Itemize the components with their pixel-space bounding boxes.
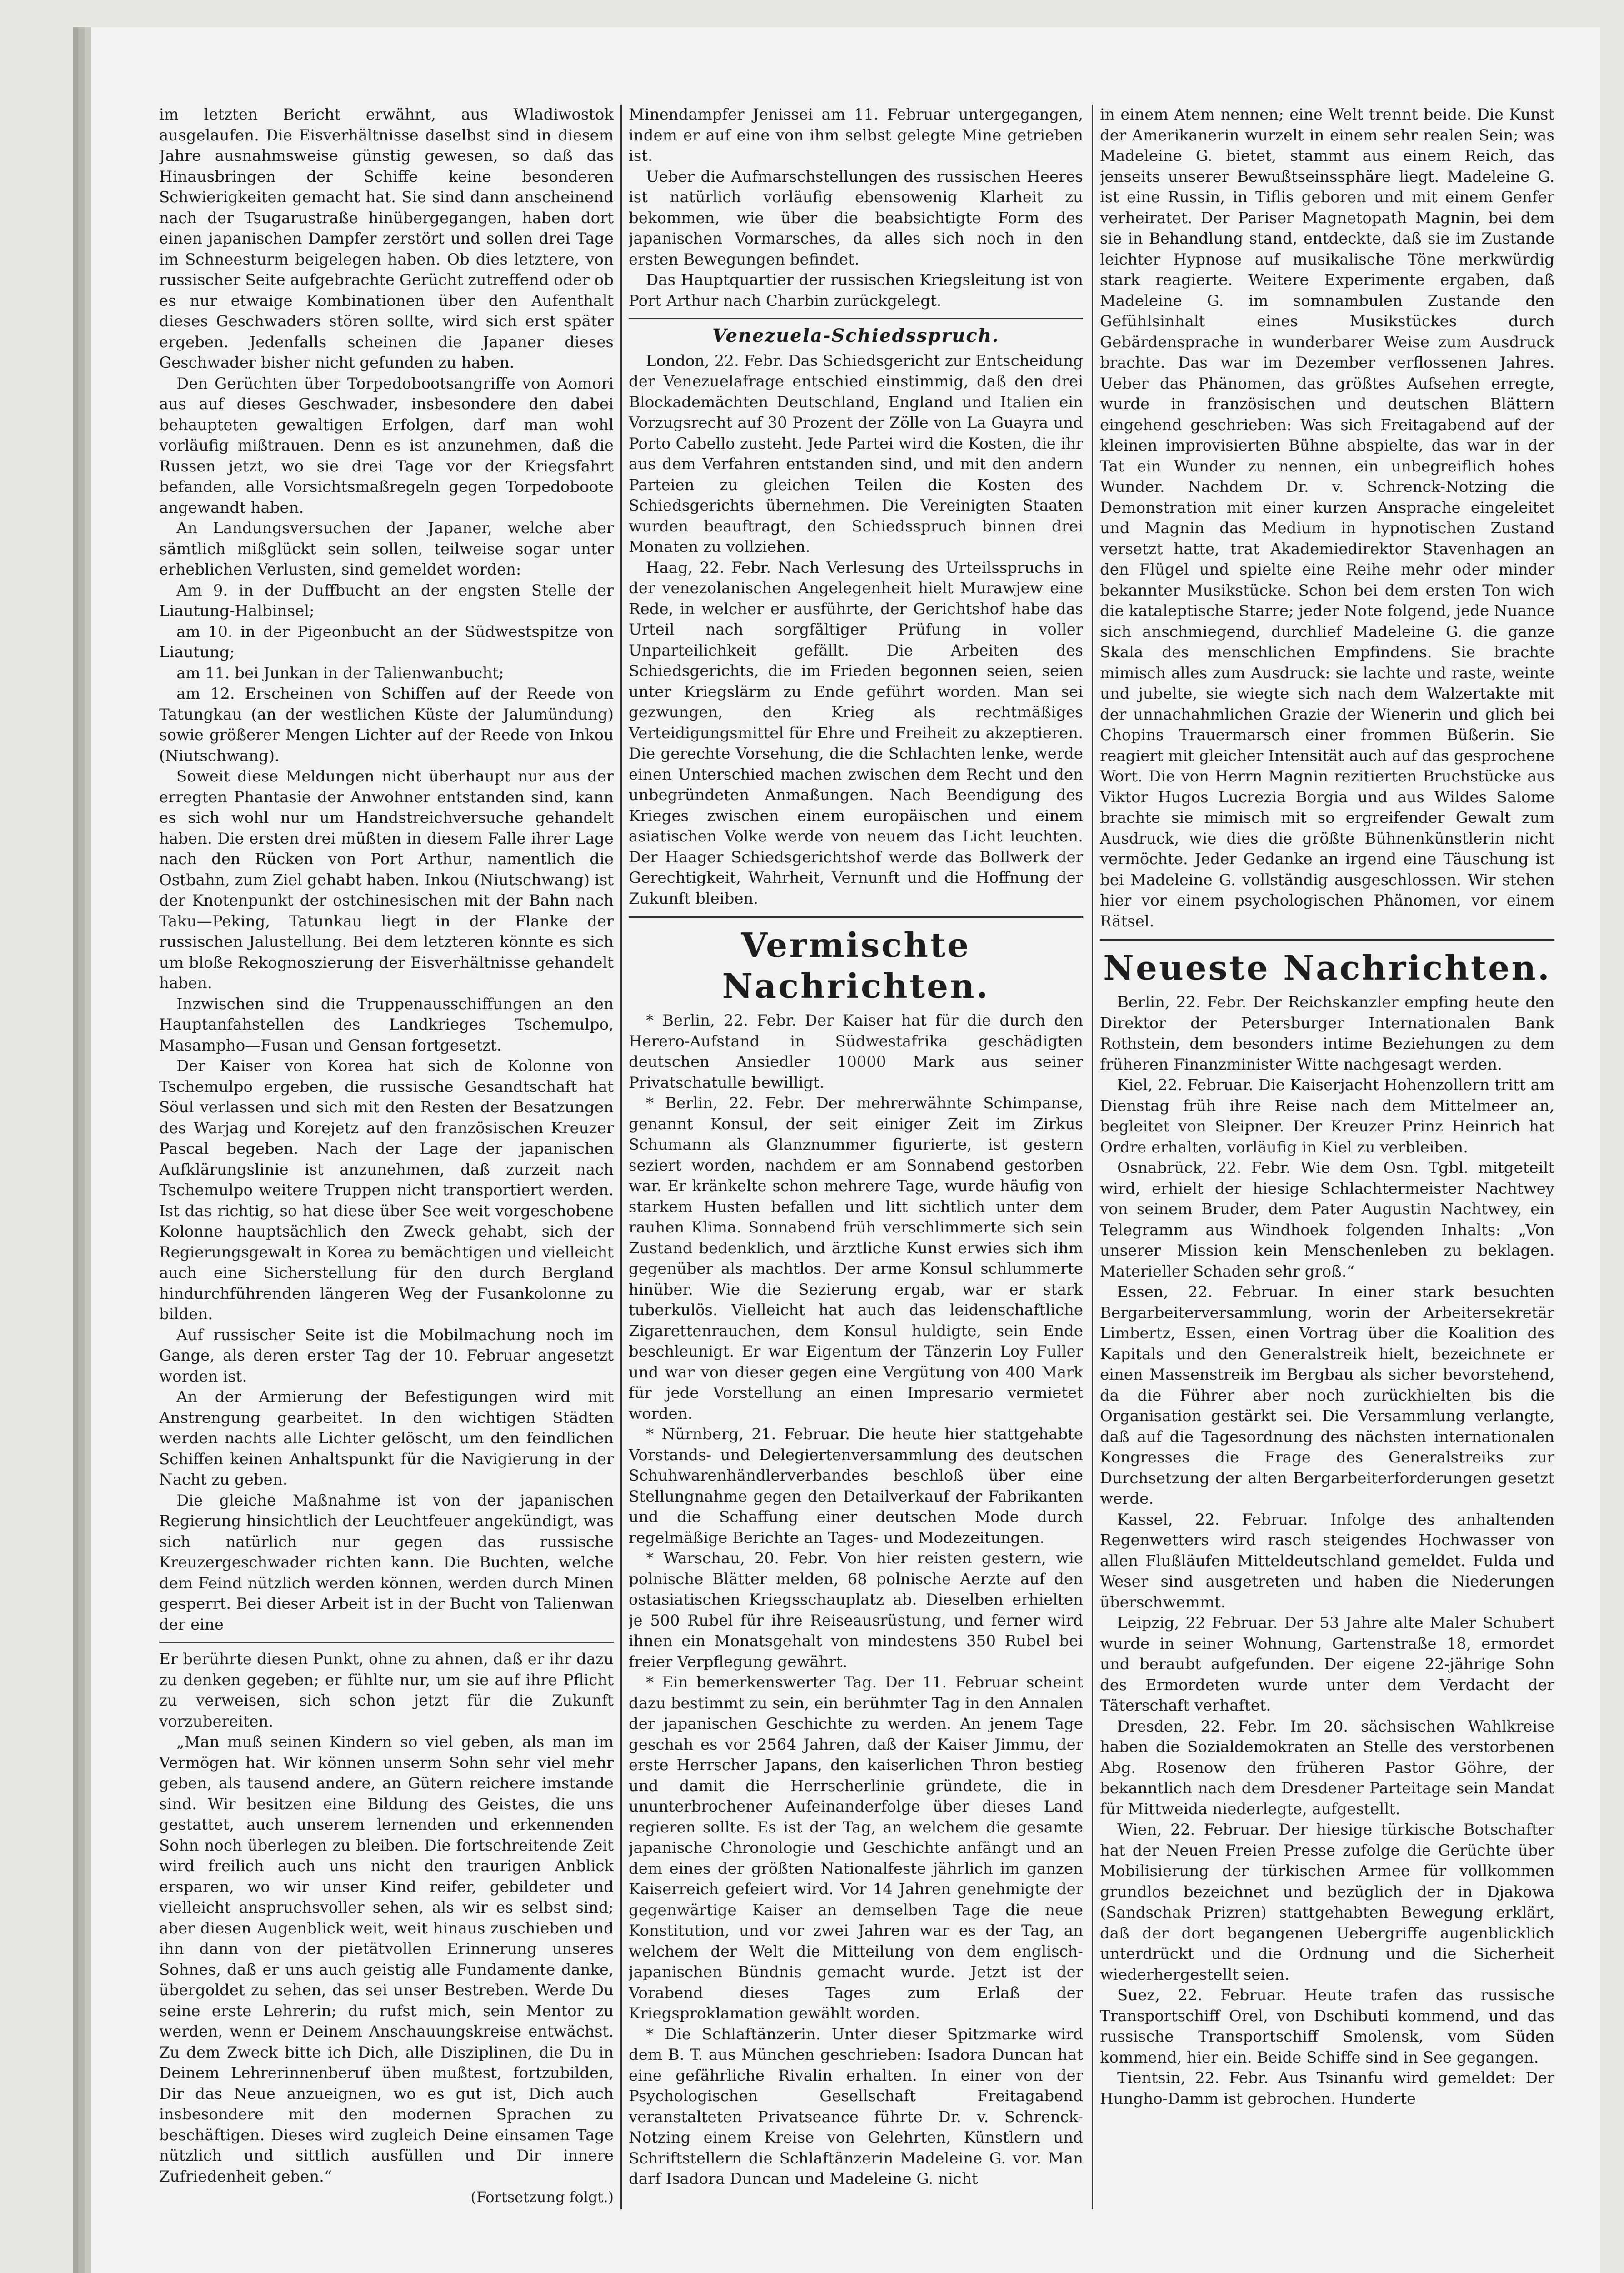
news-item: Kassel, 22. Februar. Infolge des anhaltenden Regenwetters wird rasch steigendes Hochwasser von allen Flußläufen Mitteldeutschland gemeldet. Fulda und Weser sind ausgetreten und haben die Niederungen überschwemmt. [1100, 1510, 1554, 1612]
news-item: * Warschau, 20. Febr. Von hier reisten gestern, wie polnische Blätter melden, 68 polnische Aerzte auf den ostasiatischen Kriegsschauplatz ab. Dieselben erhielten je 500 Rubel für ihre Reiseausrüstung, und ferner wird ihnen ein Monatsgehalt von mindestens 350 Rubel bei freier Verpflegung gewährt. [629, 1549, 1083, 1671]
paragraph: im letzten Bericht erwähnt, aus Wladiwostok ausgelaufen. Die Eisverhältnisse daselbst sind in diesem Jahre ausnahmsweise günstig gewesen, so daß das Hinausbringen der Schiffe keine besonderen Schwierigkeiten gemacht hat. Sie sind dann anscheinend nach der Tsugarustraße hinübergegangen, haben dort einen japanischen Dampfer zerstört und sollen drei Tage im Schneesturm beigelegen haben. Ob dies letztere, von russischer Seite aufgebrachte Gerücht zutreffend oder ob es nur etwaige Kombinationen über den Aufenthalt dieses Geschwaders stören sollte, wird sich erst später ergeben. Jedenfalls scheinen die Japaner dieses Geschwader bisher nicht gefunden zu haben. [159, 105, 614, 372]
divider [629, 318, 1083, 319]
news-item: Dresden, 22. Febr. Im 20. sächsischen Wahlkreise haben die Sozialdemokraten an Stelle des verstorbenen Abg. Rosenow den früheren Pastor Göhre, der bekanntlich nach dem Dresdener Parteitage sein Mandat für Mittweida niederlegte, aufgestellt. [1100, 1717, 1554, 1818]
paragraph: An der Armierung der Befestigungen wird mit Anstrengung gearbeitet. In den wichtigen Städten werden nachts alle Lichter gelöscht, um den feindlichen Schiffen keinen Anhaltspunkt für die Navigierung in der Nacht zu geben. [159, 1388, 614, 1489]
paragraph: Soweit diese Meldungen nicht überhaupt nur aus der erregten Phantasie der Anwohner entstanden sind, kann es sich wohl nur um Handstreichversuche gehandelt haben. Die ersten drei müßten in diesem Falle ihrer Lage nach den Rücken von Port Arthur, namentlich die Ostbahn, zum Ziel gehabt haben. Inkou (Niutschwang) ist der Knotenpunkt der ostchinesischen mit der Bahn nach Taku—Peking, Tatunkau liegt in der Flanke der russischen Jalustellung. Bei dem letzteren könnte es sich um bloße Rekognoszierung der Eisverhältnisse gehandelt haben. [159, 767, 614, 992]
news-item: Suez, 22. Februar. Heute trafen das russische Transportschiff Orel, von Dschibuti kommend, und das russische Transportschiff Smolensk, vom Süden kommend, hier ein. Beide Schiffe sind in See gegangen. [1100, 1986, 1554, 2067]
news-item: Wien, 22. Februar. Der hiesige türkische Botschafter hat der Neuen Freien Presse zufolge die Gerüchte über Mobilisierung der türkischen Armee für vollkommen grundlos bezeichnet und bezüglich der in Djakowa (Sandschak Prizren) stattgehabten Bewegung erklärt, daß der dort begangenen Uebergriffe augenblicklich unterdrückt und die Ordnung und die Sicherheit wiederhergestellt seien. [1100, 1821, 1554, 1984]
paragraph: in einem Atem nennen; eine Welt trennt beide. Die Kunst der Amerikanerin wurzelt in einem sehr realen Sein; was Madeleine G. bietet, stammt aus einem Reich, das jenseits unserer Bewußtseinssphäre liegt. Madeleine G. ist eine Russin, in Tiflis geboren und mit einem Genfer verheiratet. Der Pariser Magnetopath Magnin, bei dem sie in Behandlung stand, entdeckte, daß sie im Zustande leichter Hypnose auf musikalische Töne merkwürdig stark reagierte. Weitere Experimente ergaben, daß Madeleine G. im somnambulen Zustande den Gefühlsinhalt eines Musikstückes durch Gebärdensprache in wunderbarer Weise zum Ausdruck brachte. Das war im Dezember verflossenen Jahres. Ueber das Phänomen, das größtes Aufsehen erregte, wurde in französischen und deutschen Blättern eingehend geschrieben: Was sich Freitagabend auf der kleinen improvisierten Bühne abspielte, das war in der Tat ein Wunder zu nennen, ein unbegreiflich hohes Wunder. Nachdem Dr. v. Schrenck-Notzing die Demonstration mit einer kurzen Ansprache eingeleitet und Magnin das Medium in hypnotischen Zustand versetzt hatte, trat Akademiedirektor Stavenhagen an den Flügel und spielte eine Reihe mehr oder minder bekannter Musikstücke. Schon bei dem ersten Ton wich die kataleptische Starre; jeder Note folgend, jede Nuance sich anschmiegend, durchlief Madeleine G. die ganze Skala des menschlichen Empfindens. Sie brachte mimisch alles zum Ausdruck: sie lachte und raste, weinte und jubelte, sie wiegte sich nach dem Walzertakte mit der unnachahmlichen Grazie der Wienerin und glich bei Chopins Trauermarsch einer frommen Büßerin. Sie reagiert mit gleicher Intensität auch auf das gesprochene Wort. Die von Herrn Magnin rezitierten Bruchstücke aus Viktor Hugos Lucrezia Borgia und aus Wildes Salome brachte sie mimisch mit so ergreifender Gewalt zum Ausdruck, wie dies die größte Bühnenkünstlerin nicht vermöchte. Jeder Gedanke an irgend eine Täuschung ist bei Madeleine G. vollständig ausgeschlossen. Wir stehen hier vor einem psychologischen Phänomen, vor einem Rätsel. [1100, 105, 1554, 931]
news-item: * Berlin, 22. Febr. Der Kaiser hat für die durch den Herero-Aufstand in Südwestafrika geschädigten deutschen Ansiedler 10000 Mark aus seiner Privatschatulle bewilligt. [629, 1011, 1083, 1092]
column-rule [1092, 105, 1093, 2209]
paragraph: Den Gerüchten über Torpedobootsangriffe von Aomori aus auf dieses Geschwader, insbesondere den dabei behaupteten gewaltigen Erfolgen, darf man wohl vorläufig mißtrauen. Denn es ist anzunehmen, daß die Russen jetzt, wo sie drei Tage vor der Kriegsfahrt befanden, alle Vorsichtsmaßregeln gegen Torpedoboote angewandt haben. [159, 374, 614, 517]
news-item: * Die Schlaftänzerin. Unter dieser Spitzmarke wird dem B. T. aus München geschrieben: Isadora Duncan hat eine gefährliche Rivalin erhalten. In einer von der Psychologischen Gesellschaft Freitagabend veranstalteten Privatseance führte Dr. v. Schrenck-Notzing einem Kreise von Gelehrten, Künstlern und Schriftstellern die Schlaftänzerin Madeleine G. vor. Man darf Isadora Duncan und Madeleine G. nicht [629, 2025, 1083, 2188]
news-item: * Ein bemerkenswerter Tag. Der 11. Februar scheint dazu bestimmt zu sein, ein berühmter Tag in den Annalen der japanischen Geschichte zu werden. An jenem Tage geschah es vor 2564 Jahren, daß der Kaiser Jimmu, der erste Herrscher Japans, den kaiserlichen Thron bestieg und damit die Herrscherlinie gründete, die in ununterbrochener Aufeinanderfolge über dieses Land regieren sollte. Es ist der Tag, an welchem die gesamte japanische Chronologie und Geschichte anfängt und an dem eines der größten Nationalfeste jährlich im ganzen Kaiserreich gefeiert wird. Vor 14 Jahren genehmigte der gegenwärtige Kaiser an demselben Tage die neue Konstitution, und vor zwei Jahren war es der Tag, an welchem der Welt die Mitteilung von dem englisch-japanischen Bündnis gemacht wurde. Jetzt ist der Vorabend dieses Tages zum Erlaß der Kriegsproklamation gewählt worden. [629, 1673, 1083, 2023]
paragraph: Ueber die Aufmarschstellungen des russischen Heeres ist natürlich vorläufig ebensowenig Klarheit zu bekommen, wie über die beabsichtigte Form des japanischen Vormarsches, da alles sich noch in den ersten Bewegungen befindet. [629, 167, 1083, 269]
paragraph: „Man muß seinen Kindern so viel geben, als man im Vermögen hat. Wir können unserm Sohn sehr viel mehr geben, als tausend andere, an Gütern reichere imstande sind. Wir besitzen eine Bildung des Geistes, die uns gestattet, auch unserem lernenden und erkennenden Sohn noch überlegen zu bleiben. Die fortschreitende Zeit wird freilich auch uns nicht den traurigen Anblick ersparen, wo wir unser Kind reifer, gebildeter und vielleicht anspruchsvoller sehen, als wir es selbst sind; aber diesen Augenblick weit, weit hinaus zuschieben und ihn dann von der pietätvollen Erinnerung unseres Sohnes, daß er uns auch geistig alle Fundamente danke, übergoldet zu sehen, das sei unser Bestreben. Werde Du seine erste Lehrerin; du rufst mich, sein Mentor zu werden, wenn er Deinem Anschauungskreise entwächst. Zu dem Zweck bitte ich Dich, alle Disziplinen, die Du in Deinem Lehrerinnenberuf üben mußtest, fortzubilden, Dir das Neue anzueignen, wo es gut ist, Dich auch insbesondere mit den modernen Sprachen zu beschäftigen. Dieses wird zugleich Deine einsamen Tage nützlich und sittlich ausfüllen und Dir innere Zufriedenheit geben.“ [159, 1733, 614, 2186]
continuation-note: (Fortsetzung folgt.) [470, 2188, 614, 2206]
news-item: Tientsin, 22. Febr. Aus Tsinanfu wird gemeldet: Der Hungho-Damm ist gebrochen. Hunderte [1100, 2069, 1554, 2108]
war-report [159, 105, 614, 1635]
feuilleton [159, 1649, 614, 2208]
paragraph: Das Hauptquartier der russischen Kriegsleitung ist von Port Arthur nach Charbin zurückgelegt. [629, 271, 1083, 310]
news-item: Essen, 22. Februar. In einer stark besuchten Bergarbeiterversammlung, worin der Arbeitersekretär Limbertz, Essen, einen Vortrag über die Koalition des Kapitals und den Generalstreik hielt, bezeichnete er einen Massenstreik im Bergbau als sicher bevorstehend, da die Führer aber noch zurückhielten bis die Organisation gestärkt sei. Die Versammlung verlangte, daß auf die Tagesordnung des nächsten internationalen Kongresses die Frage des Generalstreiks zur Durchsetzung der alten Bergarbeiterforderungen gesetzt werde. [1100, 1283, 1554, 1508]
section-heading-vermischte: Vermischte Nachrichten. [722, 926, 990, 1006]
paragraph: am 12. Erscheinen von Schiffen auf der Reede von Tatungkau (an der westlichen Küste der Jalumündung) sowie größerer Mengen Lichter auf der Reede von Inkou (Niutschwang). [159, 685, 614, 765]
paragraph: Inzwischen sind die Truppenausschiffungen an den Hauptanfahstellen des Landkrieges Tschemulpo, Masampho—Fusan und Gensan fortgesetzt. [159, 995, 614, 1055]
column-3 [1100, 105, 1554, 2214]
divider [629, 916, 1083, 918]
paragraph: Auf russischer Seite ist die Mobilmachung noch im Gange, als deren erster Tag der 10. Februar angesetzt worden ist. [159, 1326, 614, 1386]
column-2 [629, 105, 1083, 2214]
divider [159, 1642, 614, 1643]
news-item: Kiel, 22. Februar. Die Kaiserjacht Hohenzollern tritt am Dienstag früh ihre Reise nach dem Mittelmeer an, begleitet von Sleipner. Der Kreuzer Prinz Heinrich hat Ordre erhalten, vorläufig in Kiel zu verbleiben. [1100, 1076, 1554, 1157]
column-rule [620, 105, 622, 2209]
paragraph: Er berührte diesen Punkt, ohne zu ahnen, daß er ihr dazu zu denken gegeben; er fühlte nur, um sie auf ihre Pflicht zu verweisen, sich schon jetzt für die Zukunft vorzubereiten. [159, 1650, 614, 1731]
paragraph: Haag, 22. Febr. Nach Verlesung des Urteilsspruchs in der venezolanischen Angelegenheit hielt Murawjew eine Rede, in welcher er ausführte, der Gerichtshof habe das Urteil nach sorgfältiger Prüfung in voller Unparteilichkeit gefällt. Die Arbeiten des Schiedsgerichts, die im Frieden begonnen seien, seien unter Kriegslärm zu Ende geführt worden. Man sei gezwungen, den Krieg als rechtmäßiges Verteidigungsmittel für Ehre und Freiheit zu akzeptieren. Die gerechte Vorsehung, die die Schlachten lenke, werde einen Unterschied machen zwischen dem Recht und den unbegründeten Anmaßungen. Nach Beendigung des Krieges zwischen einem europäischen und einem asiatischen Volke werde von neuem das Licht leuchten. Der Haager Schiedsgerichtshof werde das Bollwerk der Gerechtigkeit, Wahrheit, Vernunft und die Hoffnung der Zukunft bleiben. [629, 558, 1083, 908]
newspaper-page [91, 27, 1600, 2273]
column-1 [159, 105, 614, 2214]
paragraph: Minendampfer Jenissei am 11. Februar untergegangen, indem er auf eine von ihm selbst gelegte Mine getrieben ist. [629, 105, 1083, 165]
news-item: * Nürnberg, 21. Februar. Die heute hier stattgehabte Vorstands- und Delegiertenversammlung des deutschen Schuhwarenhändlerverbandes beschloß über eine Stellungnahme gegen den Detailverkauf der Fabrikanten und die Schaffung einer deutschen Mode durch regelmäßige Berichte an Tages- und Modezeitungen. [629, 1425, 1083, 1547]
news-item: Osnabrück, 22. Febr. Wie dem Osn. Tgbl. mitgeteilt wird, erhielt der hiesige Schlachtermeister Nachtwey von seinem Bruder, dem Pater Augustin Nachtwey, ein Telegramm aus Windhoek folgenden Inhalts: „Von unserer Mission kein Menschenleben zu beklagen. Materieller Schaden sehr groß.“ [1100, 1159, 1554, 1281]
section-heading-venezuela: Venezuela-Schiedsspruch. [712, 325, 999, 346]
news-item: * Berlin, 22. Febr. Der mehrerwähnte Schimpanse, genannt Konsul, der seit einiger Zeit im Zirkus Schumann als Glanznummer figurierte, ist gestern seziert worden, nachdem er am Sonnabend gestorben war. Er kränkelte schon mehrere Tage, wurde häufig von starkem Husten befallen und litt sichtlich unter dem rauhen Klima. Sonnabend früh verschlimmerte sich sein Zustand bedenklich, und ärztliche Kunst erwies sich ihm gegenüber als machtlos. Der arme Konsul schlummerte hinüber. Wie die Sezierung ergab, war er stark tuberkulös. Vielleicht hat auch das leidenschaftliche Zigarettenrauchen, dem Konsul huldigte, sein Ende beschleunigt. Er war Eigentum der Tänzerin Loy Fuller und war von dieser gegen eine Vergütung von 400 Mark für jede Vorstellung an einen Impresario vermietet worden. [629, 1094, 1083, 1423]
divider [1100, 939, 1554, 941]
paragraph: Der Kaiser von Korea hat sich de Kolonne von Tschemulpo ergeben, die russische Gesandtschaft hat Söul verlassen und sich mit den Resten der Besatzungen des Warjag und Korejetz auf den französischen Kreuzer Pascal begeben. Nach der Lage der japanischen Aufklärungslinie ist anzunehmen, daß zurzeit nach Tschemulpo weitere Truppen nicht transportiert werden. Ist das richtig, so hat diese über See weit vorgeschobene Kolonne hauptsächlich den Zweck gehabt, sich der Regierungsgewalt in Korea zu bemächtigen und vielleicht auch eine Sicherstellung für den durch Bergland hindurchführenden längeren Weg der Fusankolonne zu bilden. [159, 1057, 614, 1323]
paragraph: am 10. in der Pigeonbucht an der Südwestspitze von Liautung; [159, 622, 614, 661]
news-item: Berlin, 22. Febr. Der Reichskanzler empfing heute den Direktor der Petersburger Internationalen Bank Rothstein, dem besonders intime Beziehungen zu dem früheren Finanzminister Witte nachgesagt werden. [1100, 993, 1554, 1074]
paragraph: Die gleiche Maßnahme ist von der japanischen Regierung hinsichtlich der Leuchtfeuer angekündigt, was sich natürlich nur gegen das russische Kreuzergeschwader richten kann. Die Buchten, welche dem Feind nützlich werden können, werden durch Minen gesperrt. Bei dieser Arbeit ist in der Bucht von Talienwan der eine [159, 1491, 614, 1634]
paragraph: An Landungsversuchen der Japaner, welche aber sämtlich mißglückt sein sollen, teilweise sogar unter erheblichen Verlusten, sind gemeldet worden: [159, 519, 614, 579]
paragraph: Am 9. in der Duffbucht an der engsten Stelle der Liautung-Halbinsel; [159, 581, 614, 620]
paragraph: London, 22. Febr. Das Schiedsgericht zur Entscheidung der Venezuelafrage entschied einstimmig, daß den drei Blockademächten Deutschland, England und Italien ein Vorzugsrecht auf 30 Prozent der Zölle von La Guayra und Porto Cabello zusteht. Jede Partei wird die Kosten, die ihr aus dem Verfahren entstanden sind, und mit den andern Parteien zu gleichen Teilen die Kosten des Schiedsgerichts übernehmen. Die Vereinigten Staaten wurden beauftragt, den Schiedsspruch binnen drei Monaten zu vollziehen. [629, 351, 1083, 556]
paragraph: am 11. bei Junkan in der Talienwanbucht; [176, 664, 504, 682]
news-item: Leipzig, 22 Februar. Der 53 Jahre alte Maler Schubert wurde in seiner Wohnung, Gartenstraße 18, ermordet und beraubt aufgefunden. Der eigene 22-jährige Sohn des Ermordeten wurde unter dem Verdacht der Täterschaft verhaftet. [1100, 1614, 1554, 1715]
section-heading-neueste: Neueste Nachrichten. [1103, 949, 1551, 988]
